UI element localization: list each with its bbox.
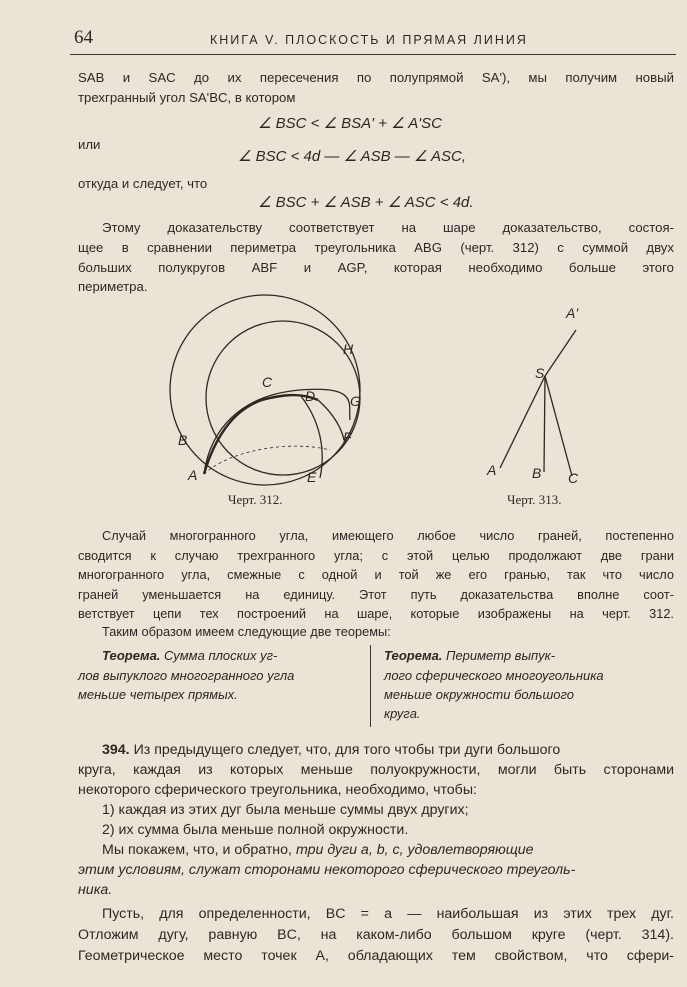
condition-2: 2) их сумма была меньше полной окружности. <box>102 822 409 838</box>
fig312-label-b: B <box>178 432 188 448</box>
fig313-edge-sb <box>544 376 545 472</box>
converse-line-1: Мы покажем, что, и обратно, три дуги a, b, c, удовлетворяющие <box>102 842 534 858</box>
last-line-3: Геометрическое место точек A, обладающих тем свойством, что сфери- <box>78 948 674 964</box>
page-number: 64 <box>74 27 93 48</box>
section-394-line-2: круга, каждая из которых меньше полуокружности, могли быть сторонами <box>78 762 674 778</box>
fig313-edge-sc <box>545 376 572 476</box>
word-ili: или <box>78 137 101 152</box>
para1-line-3: больших полукругов ABF и AGP, которая необходимо больше этого <box>78 260 674 275</box>
theorem-right-line-2: лого сферического многоугольника <box>384 668 604 683</box>
intro-line-2: трехгранный угол SA'BC, в котором <box>78 90 296 105</box>
theorem-left-line-2: лов выпуклого многогранного угла <box>78 668 295 683</box>
fig313-ray-sa-prime <box>545 330 576 376</box>
para2-line-1: Случай многогранного угла, имеющего любое число граней, постепенно <box>102 528 674 543</box>
last-line-1: Пусть, для определенности, BC = a — наибольшая из этих трех дуг. <box>102 906 674 922</box>
last-line-2: Отложим дугу, равную BC, на каком-либо большом круге (черт. 314). <box>78 927 674 943</box>
theorem-right-line-1: Теорема. Периметр выпук- <box>384 648 556 663</box>
condition-1: 1) каждая из этих дуг была меньше суммы двух других; <box>102 802 469 818</box>
formula-3: ∠ BSC + ∠ ASB + ∠ ASC < 4d. <box>258 194 474 211</box>
fig312-label-e: E <box>307 469 317 485</box>
fig313-label-c: C <box>568 470 579 486</box>
fig312-label-h: F <box>343 429 352 445</box>
fig312-label-a: A <box>188 467 198 483</box>
fig312-label-f: H <box>343 341 354 357</box>
fig312-label-c: C <box>262 374 273 390</box>
formula-2: ∠ BSC < 4d — ∠ ASB — ∠ ASC, <box>238 148 467 165</box>
theorem-right-line-3: меньше окружности большого <box>384 687 575 702</box>
theorem-right-line-4: круга. <box>384 706 421 721</box>
para2-line-2: сводится к случаю трехгранного угла; с этой целью продолжают две грани <box>78 548 674 563</box>
para2-line-5: ветствует цепи тех построений на шаре, которые изображены на черт. 312. <box>78 606 674 621</box>
theorem-right-title: Теорема. <box>384 648 443 663</box>
running-title: КНИГА V. ПЛОСКОСТЬ И ПРЯМАЯ ЛИНИЯ <box>210 33 528 47</box>
para1-line-1: Этому доказательству соответствует на шаре доказательство, состоя- <box>102 220 674 235</box>
fig313-edge-sa <box>500 376 545 468</box>
fig312-caption: Черт. 312. <box>228 492 283 507</box>
para2-line-4: граней уменьшается на единицу. Этот путь доказательства вполне соот- <box>78 587 674 602</box>
theorem-divider <box>370 645 371 727</box>
section-394-line-3: некоторого сферического треугольника, необходимо, чтобы: <box>78 782 477 798</box>
fig313-label-a: A <box>487 462 497 478</box>
para2-line-3: многогранного угла, смежные с одной и той же его гранью, так что число <box>78 567 674 582</box>
intro-line-1: SAB и SAC до их пересечения по полупрямой SA'), мы получим новый <box>78 70 674 85</box>
figure-312-drawing <box>170 295 360 485</box>
fig312-arc-ab <box>204 400 262 474</box>
para1-line-4: периметра. <box>78 279 148 294</box>
fig312-label-g: G <box>350 393 361 409</box>
figure-313-drawing <box>500 330 576 476</box>
theorem-left-line-1: Теорема. Сумма плоских уг- <box>102 648 278 663</box>
para2-line-6: Таким образом имеем следующие две теоремы: <box>102 624 391 639</box>
fig312-arc-dh <box>318 400 344 440</box>
theorem-left-title: Теорема. <box>102 648 161 663</box>
converse-line-2: этим условиям, служат сторонами некоторого сферического треуголь- <box>78 862 576 878</box>
fig313-label-b: B <box>532 465 542 481</box>
fig313-label-s: S <box>535 365 545 381</box>
section-394-line-1: 394. Из предыдущего следует, что, для того чтобы три дуги большого <box>102 742 561 758</box>
section-number: 394. <box>102 742 130 758</box>
fig312-label-d: D <box>305 388 316 404</box>
fig313-caption: Черт. 313. <box>507 492 562 507</box>
word-otkuda: откуда и следует, что <box>78 176 208 191</box>
formula-1: ∠ BSC < ∠ BSA' + ∠ A'SC <box>258 115 442 132</box>
converse-line-3: ника. <box>78 882 113 898</box>
fig313-label-a-prime: A' <box>566 305 579 321</box>
theorem-left-line-3: меньше четырех прямых. <box>78 687 238 702</box>
para1-line-2: щее в сравнении периметра треугольника ABG (черт. 312) с суммой двух <box>78 240 674 255</box>
